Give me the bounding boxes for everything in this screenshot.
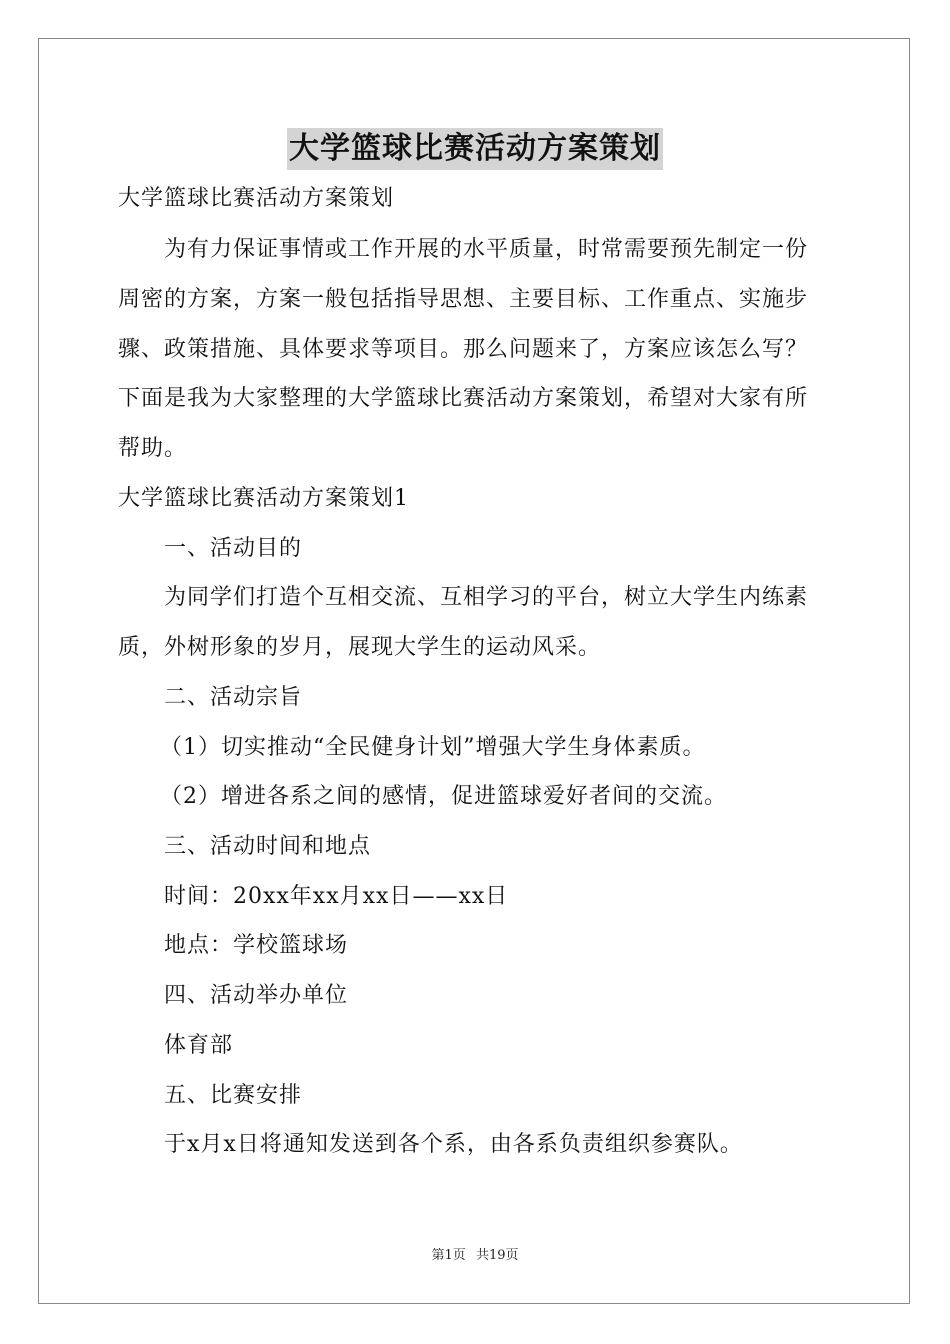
intro-line-3: 骤、政策措施、具体要求等项目。那么问题来了，方案应该怎么写？ bbox=[118, 337, 809, 362]
aim-item-1: （1）切实推动“全民健身计划”增强大学生身体素质。 bbox=[160, 735, 706, 760]
page-border bbox=[38, 38, 910, 1304]
aim-item-2: （2）增进各系之间的感情，促进篮球爱好者间的交流。 bbox=[160, 784, 727, 809]
title-container bbox=[0, 128, 950, 170]
section-title: 大学篮球比赛活动方案策划1 bbox=[118, 486, 409, 511]
page-number: 第1页 bbox=[431, 1248, 466, 1263]
intro-line-4: 下面是我为大家整理的大学篮球比赛活动方案策划，希望对大家有所 bbox=[118, 386, 809, 411]
heading-arrangement: 五、比赛安排 bbox=[164, 1083, 303, 1108]
purpose-line-1: 为同学们打造个互相交流、互相学习的平台，树立大学生内练素 bbox=[164, 585, 809, 610]
organizer-line: 体育部 bbox=[164, 1033, 234, 1058]
purpose-line-2: 质，外树形象的岁月，展现大学生的运动风采。 bbox=[118, 635, 602, 660]
heading-time-place: 三、活动时间和地点 bbox=[164, 834, 372, 859]
intro-line-1: 为有力保证事情或工作开展的水平质量，时常需要预先制定一份 bbox=[164, 237, 809, 262]
intro-line-2: 周密的方案，方案一般包括指导思想、主要目标、工作重点、实施步 bbox=[118, 287, 809, 312]
heading-organizer: 四、活动举办单位 bbox=[164, 983, 349, 1008]
intro-line-5: 帮助。 bbox=[118, 436, 188, 461]
time-line: 时间：20xx年xx月xx日——xx日 bbox=[164, 884, 509, 909]
heading-purpose: 一、活动目的 bbox=[164, 536, 303, 561]
place-line: 地点：学校篮球场 bbox=[164, 933, 349, 958]
page-footer bbox=[0, 1247, 950, 1265]
arrangement-line: 于x月x日将通知发送到各个系，由各系负责组织参赛队。 bbox=[164, 1132, 743, 1157]
document-title: 大学篮球比赛活动方案策划 bbox=[287, 128, 663, 170]
page-total: 共19页 bbox=[475, 1248, 519, 1263]
document-subtitle: 大学篮球比赛活动方案策划 bbox=[118, 186, 395, 211]
heading-aim: 二、活动宗旨 bbox=[164, 685, 303, 710]
